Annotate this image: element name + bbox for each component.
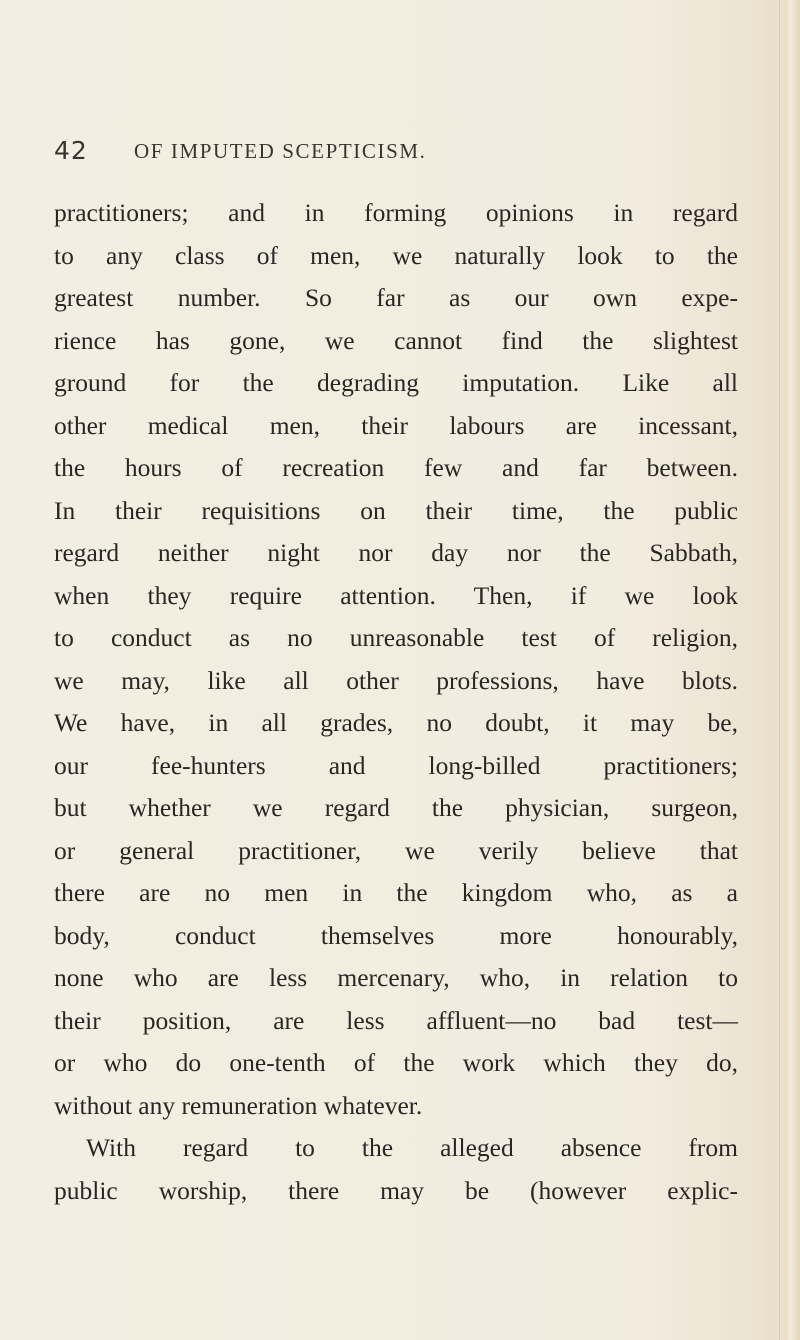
text-line: to conduct as no unreasonable test of religion, <box>54 623 738 652</box>
text-line: the hours of recreation few and far between. <box>54 453 738 482</box>
text-line: or general practitioner, we verily believe that <box>54 835 738 865</box>
text-line: regard neither night nor day nor the Sabbath, <box>54 538 738 567</box>
text-line: practitioners; and in forming opinions in regard <box>54 198 738 227</box>
text-line: there are no men in the kingdom who, as a <box>54 878 738 907</box>
text-line: other medical men, their labours are incessant, <box>54 410 738 440</box>
text-line: or who do one-tenth of the work which they do, <box>54 1048 738 1077</box>
text-line: without any remuneration whatever. <box>54 1090 423 1120</box>
text-line: when they require attention. Then, if we look <box>54 580 738 610</box>
text-line: ground for the degrading imputation. Like all <box>54 368 738 397</box>
text-line: body, conduct themselves more honourably, <box>54 920 738 950</box>
page-edge-line <box>779 0 780 1340</box>
page-number: 42 <box>54 136 88 165</box>
text-line: In their requisitions on their time, the public <box>54 495 738 525</box>
page-edge-shadow <box>778 0 800 1340</box>
text-line: We have, in all grades, no doubt, it may be, <box>54 708 738 737</box>
paragraph-2 <box>54 1127 738 1212</box>
text-line: With regard to the alleged absence from <box>86 1133 738 1162</box>
paragraph-1 <box>54 192 738 1127</box>
text-line: public worship, there may be (however explic- <box>54 1175 738 1205</box>
text-line: our fee-hunters and long-billed practitioners; <box>54 750 738 780</box>
text-line: none who are less mercenary, who, in relation to <box>54 963 738 992</box>
text-line: to any class of men, we naturally look to the <box>54 240 738 270</box>
text-line: rience has gone, we cannot find the slightest <box>54 325 738 355</box>
running-head <box>54 136 754 176</box>
text-line: we may, like all other professions, have blots. <box>54 665 738 695</box>
body-text <box>54 192 738 1212</box>
running-head-title: OF IMPUTED SCEPTICISM. <box>134 139 427 163</box>
text-line: greatest number. So far as our own expe- <box>54 283 738 312</box>
text-line: but whether we regard the physician, surgeon, <box>54 793 738 822</box>
text-line: their position, are less affluent—no bad test— <box>54 1005 738 1035</box>
